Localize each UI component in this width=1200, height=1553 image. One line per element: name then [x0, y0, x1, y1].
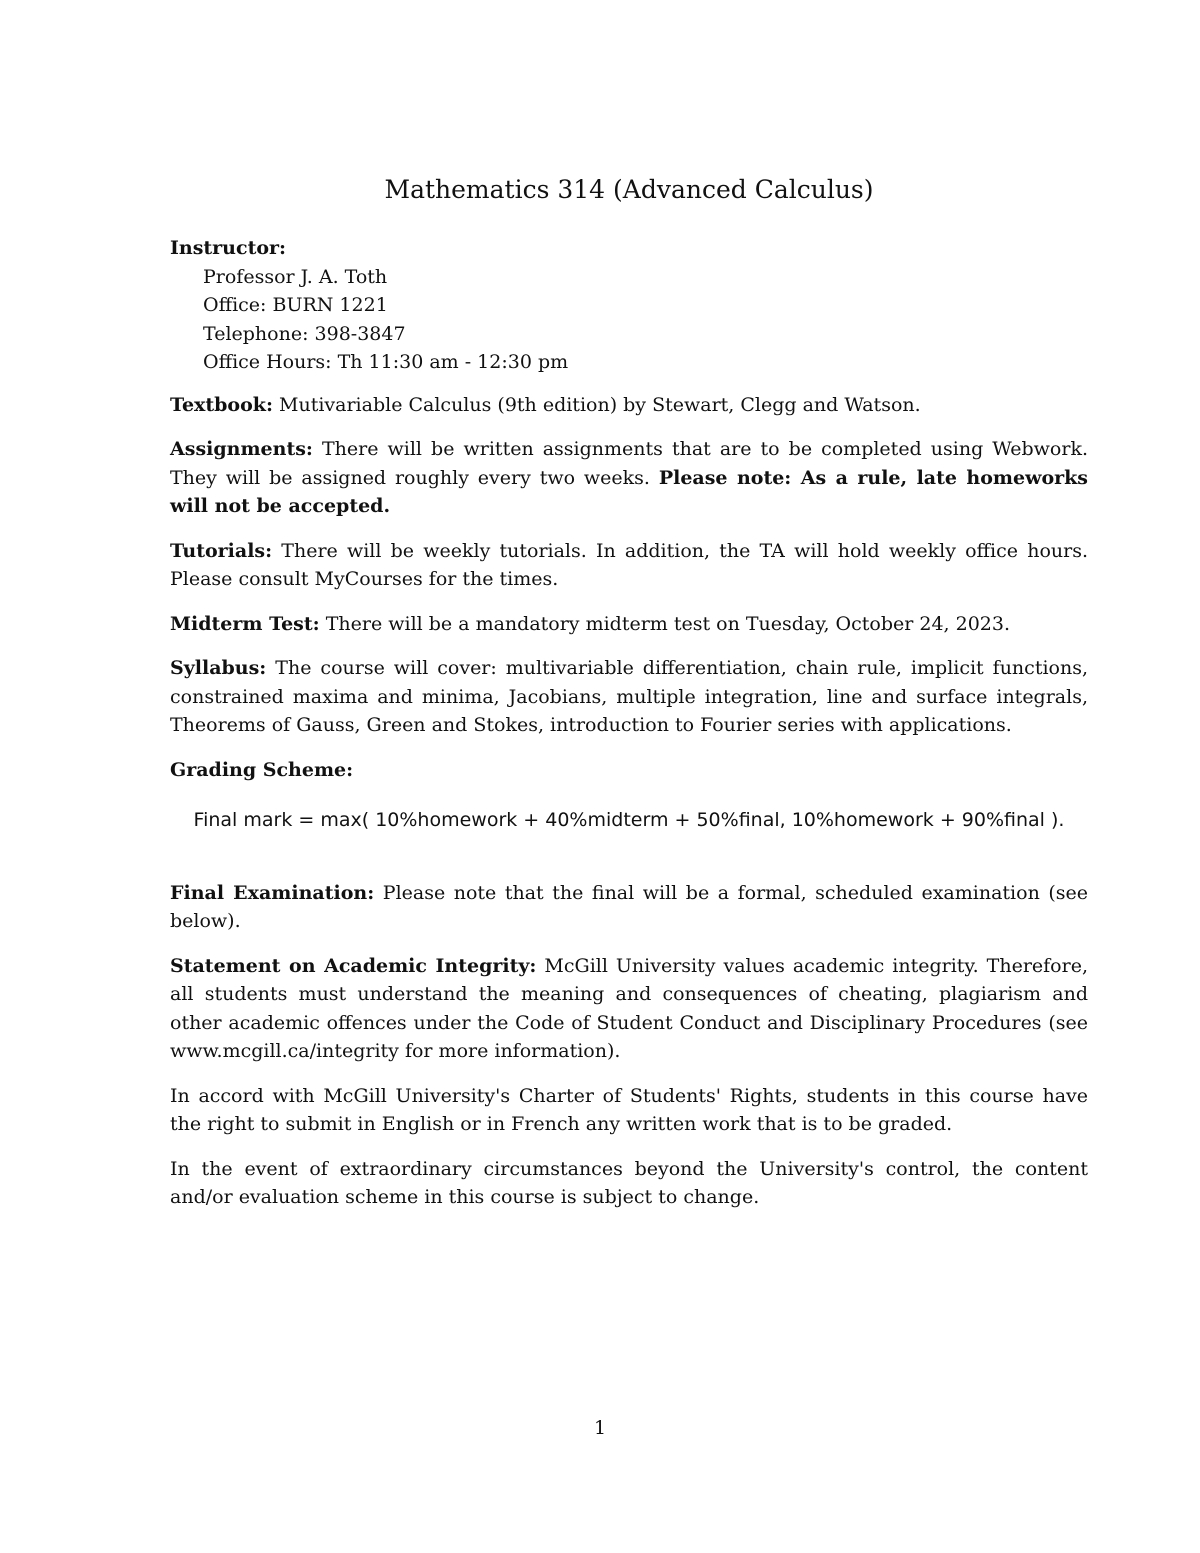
instructor-telephone: Telephone: 398-3847	[203, 322, 406, 345]
grading-formula: Final mark = max( 10%homework + 40%midterm + 50%final, 10%homework + 90%final ).	[193, 809, 1065, 831]
textbook-label: Textbook:	[170, 393, 273, 416]
assignments-section	[170, 435, 1088, 521]
instructor-details	[170, 263, 1088, 377]
grading-scheme-label: Grading Scheme:	[170, 758, 354, 781]
midterm-section	[170, 610, 1088, 639]
syllabus-page	[170, 170, 1088, 1228]
textbook-section	[170, 391, 1088, 420]
assignments-label: Assignments:	[170, 438, 313, 460]
instructor-label: Instructor:	[170, 237, 287, 259]
late-homework-note: Please note: As a rule, late homeworks will not be accepted.	[170, 466, 1088, 517]
instructor-office: Office: BURN 1221	[203, 294, 388, 316]
syllabus-text: The course will cover: multivariable differentiation, chain rule, implicit functions, constrained maxima and minima, Jacobians, multiple integration, line and surface integrals, Theorems of Gauss, Green and Stokes, introduction to Fourier series with applications.	[170, 657, 1088, 736]
midterm-label: Midterm Test:	[170, 612, 320, 635]
tutorials-section	[170, 537, 1088, 594]
integrity-text: McGill University values academic integrity. Therefore, all students must understand the meaning and consequences of cheating, plagiarism and other academic offences under the Code of Student Conduct and Disciplinary Procedures (see www.mcgill.ca/integrity for more information).	[170, 954, 1088, 1062]
final-exam-label: Final Examination:	[170, 881, 375, 904]
final-exam-section	[170, 879, 1088, 936]
tutorials-label: Tutorials:	[170, 539, 273, 562]
instructor-name: Professor J. A. Toth	[203, 265, 388, 288]
instructor-office-hours: Office Hours: Th 11:30 am - 12:30 pm	[203, 351, 569, 373]
assignments-text: There will be written assignments that are to be completed using Webwork. They will be assigned roughly every two weeks.	[170, 438, 1088, 489]
change-statement: In the event of extraordinary circumstances beyond the University's control, the content and/or evaluation scheme in this course is subject to change.	[170, 1157, 1088, 1208]
language-statement: In accord with McGill University's Charter of Students' Rights, students in this course have the right to submit in English or in French any written work that is to be graded.	[170, 1084, 1088, 1135]
page-title: Mathematics 314 (Advanced Calculus)	[384, 175, 874, 204]
page-number: 1	[593, 1417, 607, 1439]
tutorials-text: There will be weekly tutorials. In addition, the TA will hold weekly office hours. Please consult MyCourses for the times.	[170, 539, 1088, 590]
integrity-label: Statement on Academic Integrity:	[170, 954, 537, 977]
textbook-text: Mutivariable Calculus (9th edition) by Stewart, Clegg and Watson.	[272, 393, 921, 416]
integrity-section	[170, 952, 1088, 1066]
syllabus-section	[170, 654, 1088, 740]
syllabus-label: Syllabus:	[170, 657, 267, 679]
midterm-text: There will be a mandatory midterm test on Tuesday, October 24, 2023.	[319, 612, 1011, 635]
final-exam-text: Please note that the final will be a formal, scheduled examination (see below).	[170, 881, 1088, 932]
